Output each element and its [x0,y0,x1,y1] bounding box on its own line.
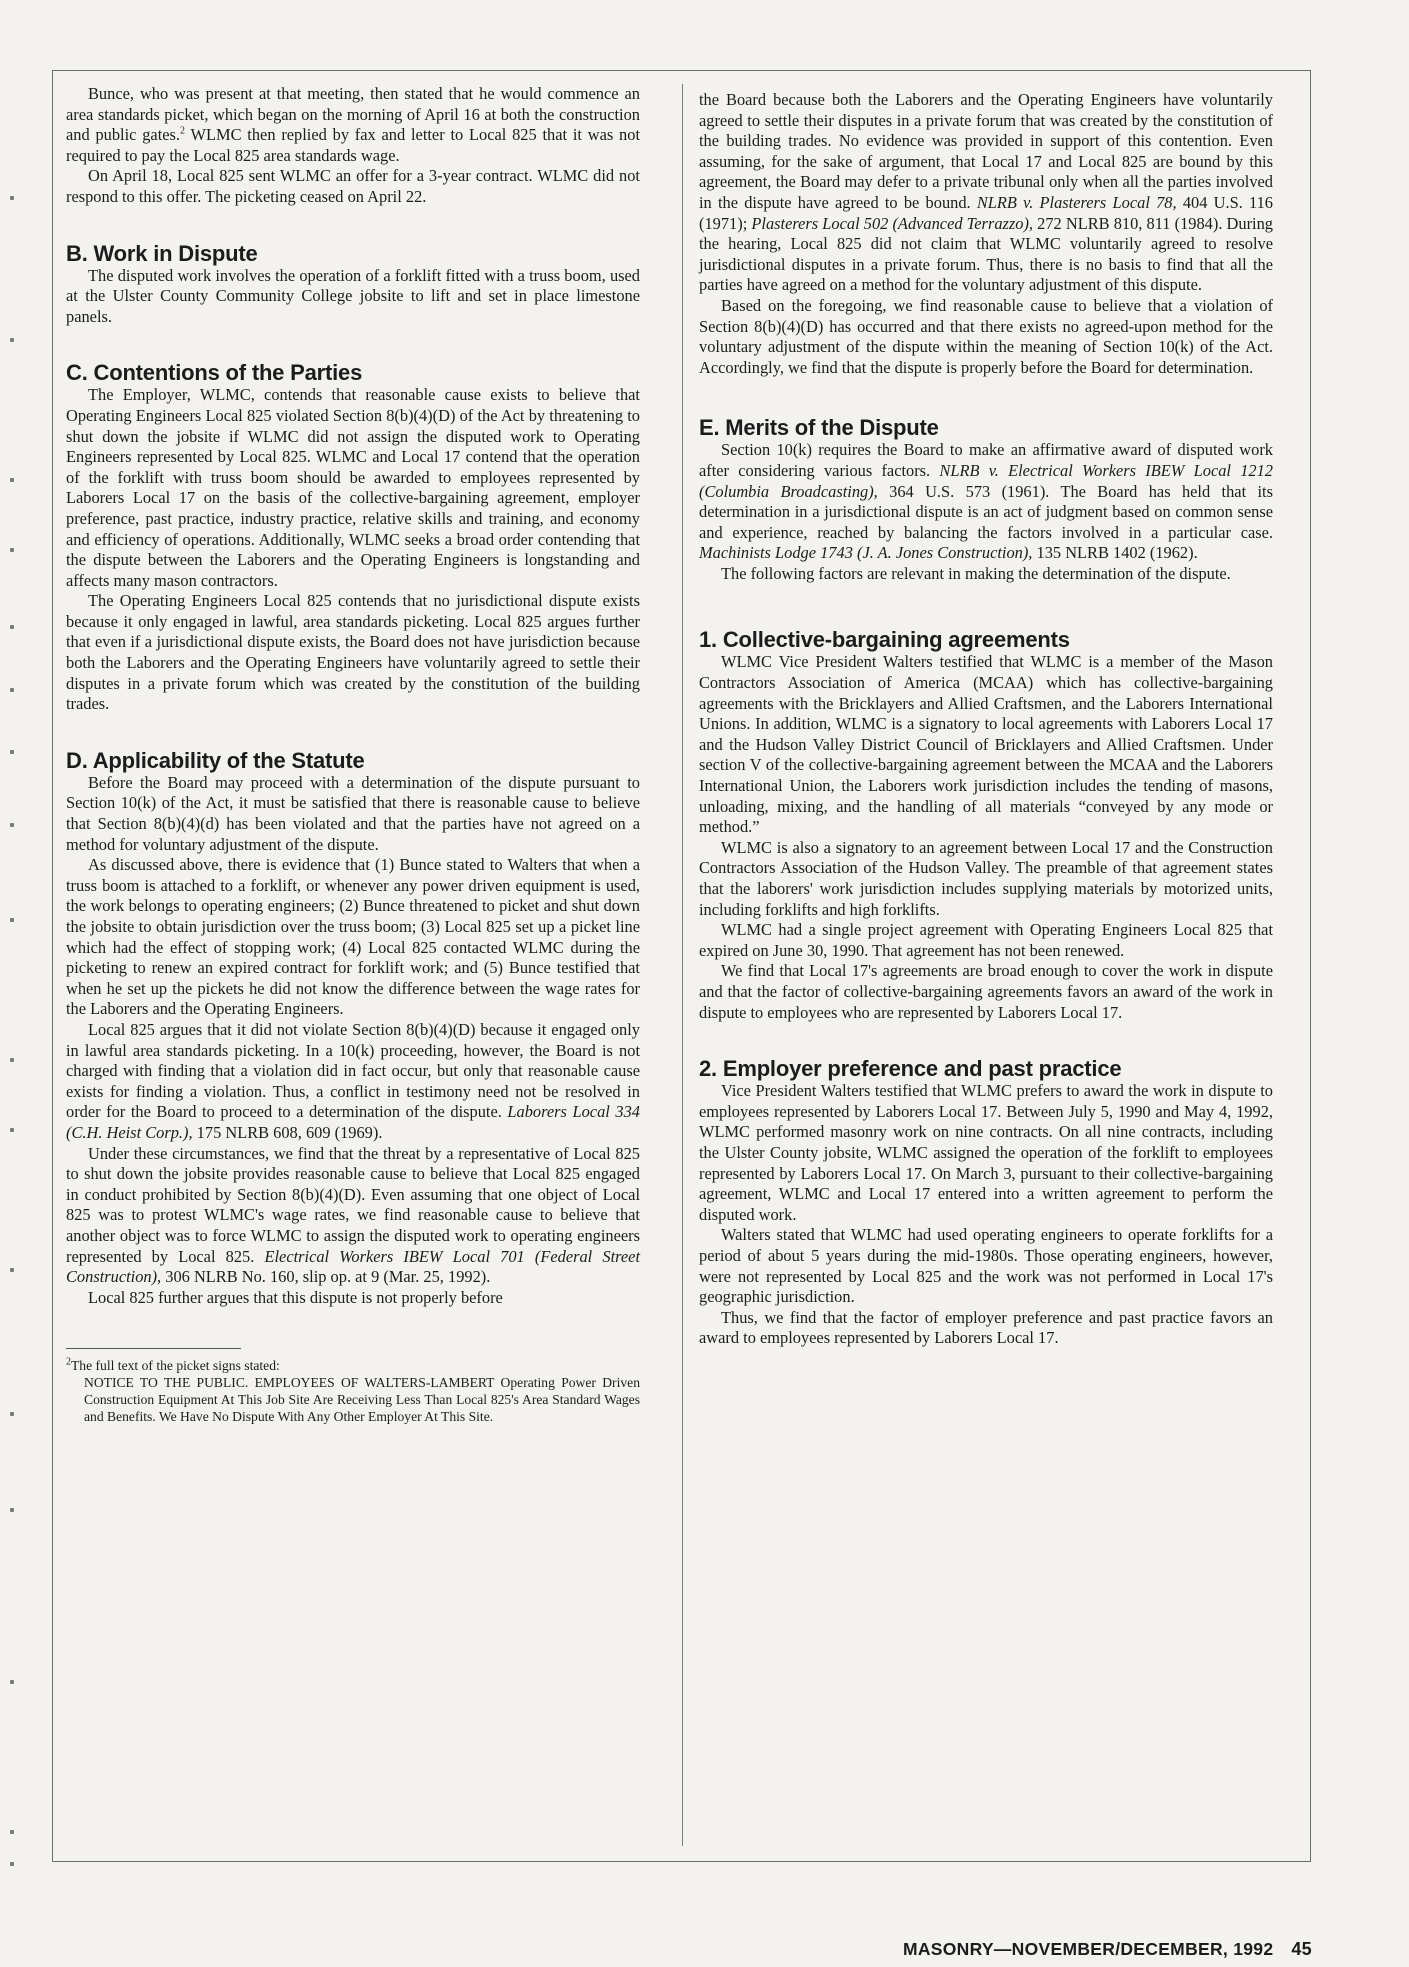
binding-edge-marks [0,0,24,1967]
paragraph: Section 10(k) requires the Board to make an affirmative award of disputed work after considering various factors. NLRB v. Electrical Workers IBEW Local 1212 (Columbia Broadcasting), 364 U.S. 573 (1961). The Board has held that its determination in a jurisdictional dispute is an act of judgment based on common sense and experience, reached by balancing the factors involved in a particular case. Machinists Lodge 1743 (J. A. Jones Construction), 135 NLRB 1402 (1962). [699,440,1273,563]
paragraph: As discussed above, there is evidence that (1) Bunce stated to Walters that when a truss boom is attached to a forklift, or whenever any power driven equipment is used, the work belongs to operating engineers; (2) Bunce threatened to picket and shut down the jobsite to obtain jurisdiction over the truss boom; (3) Local 825 set up a picket line which had the effect of stopping work; (4) Local 825 contacted WLMC during the picketing to renew an expired contract for forklift work; and (5) Bunce testified that when he set up the pickets he did not know the difference between the wage rates for the Laborers and the Operating Engineers. [66,855,640,1019]
paragraph: Based on the foregoing, we find reasonable cause to believe that a violation of Section 8(b)(4)(D) has occurred and that there exists no agreed-upon method for the voluntary adjustment of the dispute within the meaning of Section 10(k) of the Act. Accordingly, we find that the dispute is properly before the Board for determination. [699,295,1273,377]
paragraph: WLMC is also a signatory to an agreement between Local 17 and the Construction Contractors Association of the Hudson Valley. The preamble of that agreement states that the laborers' work jurisdiction includes supplying materials by motorized units, including forklifts and high forklifts. [699,837,1273,919]
case-citation: NLRB v. Plasterers Local 78, [976,192,1177,212]
footnote-divider [66,1348,241,1349]
case-citation: Machinists Lodge 1743 (J. A. Jones Construction), [699,543,1033,563]
left-column [66,84,640,1425]
paragraph: Bunce, who was present at that meeting, then stated that he would commence an area standards picket, which began on the morning of April 16 at both the construction and public gates.$^2$ WLMC then replied by fax and letter to Local 825 that it was not required to pay the Local 825 area standards wage. [66,84,640,165]
paragraph: The Employer, WLMC, contends that reasonable cause exists to believe that Operating Engineers Local 825 violated Section 8(b)(4)(D) of the Act by threatening to shut down the jobsite if WLMC did not assign the disputed work to Operating Engineers represented by Local 825. WLMC and Local 17 contend that the operation of the forklift with truss boom should be awarded to employees represented by Laborers Local 17 on the basis of the collective-bargaining agreement, employer preference, past practice, industry practice, relative skills and training, and economy and efficiency of operations. Additionally, WLMC seeks a broad order contending that the dispute between the Laborers and the Operating Engineers is longstanding and affects many mason contractors. [66,385,640,590]
case-citation: NLRB v. Electrical Workers IBEW Local 1212 (Columbia Broadcasting), [699,460,1273,501]
case-citation: Laborers Local 334 (C.H. Heist Corp.), [66,1102,640,1142]
paragraph: the Board because both the Laborers and the Operating Engineers have voluntarily agreed to settle their disputes in a private forum that was created by the constitution of the building trades. No evidence was provided in support of this contention. Even assuming, for the sake of argument, that Local 17 and Local 825 are bound by this agreement, the Board may defer to a private tribunal only when all the parties involved in the dispute have agreed to be bound. NLRB v. Plasterers Local 78, 404 U.S. 116 (1971); Plasterers Local 502 (Advanced Terrazzo), 272 NLRB 810, 811 (1984). During the hearing, Local 825 did not claim that WLMC voluntarily agreed to resolve jurisdictional disputes in a private forum. Thus, there is no basis to find that all the parties have agreed on a method for the voluntary adjustment of this dispute. [699,90,1273,295]
footnote [66,1357,640,1425]
paragraph: Under these circumstances, we find that the threat by a representative of Local 825 to shut down the jobsite provides reasonable cause to believe that Local 825 engaged in conduct prohibited by Section 8(b)(4)(D). Even assuming that one object of Local 825 was to protest WLMC's wage rates, we find reasonable cause to believe that another object was to force WLMC to assign the disputed work to operating engineers represented by Local 825. Electrical Workers IBEW Local 701 (Federal Street Construction), 306 NLRB No. 160, slip op. at 9 (Mar. 25, 1992). [66,1143,641,1287]
paragraph: WLMC had a single project agreement with Operating Engineers Local 825 that expired on June 30, 1990. That agreement has not been renewed. [699,920,1273,960]
section-heading-c: C. Contentions of the Parties [66,360,363,386]
paragraph: The Operating Engineers Local 825 contends that no jurisdictional dispute exists because it only engaged in lawful, area standards picketing. Local 825 argues further that even if a jurisdictional dispute exists, the Board does not have jurisdiction because both the Laborers and the Operating Engineers have voluntarily agreed to settle their disputes in a private forum which was created by the constitution of the building trades. [66,591,640,714]
paragraph: Local 825 further argues that this dispute is not properly before [88,1287,503,1307]
publication-line: MASONRY—NOVEMBER/DECEMBER, 1992 [902,1939,1274,1959]
paragraph: Before the Board may proceed with a determination of the dispute pursuant to Section 10(k) of the Act, it must be satisfied that there is reasonable cause to believe that Section 8(b)(4)(d) has been violated and that the parties have not agreed on a method for voluntary adjustment of the dispute. [66,772,640,854]
section-heading-e: E. Merits of the Dispute [699,415,939,441]
paragraph: The disputed work involves the operation of a forklift fitted with a truss boom, used at the Ulster County Community College jobsite to lift and set in place limestone panels. [66,265,640,326]
footnote-body: NOTICE TO THE PUBLIC. EMPLOYEES OF WALTERS-LAMBERT Operating Power Driven Construction Equipment At This Job Site Are Receiving Less Than Local 825's Area Standard Wages and Benefits. We Have No Dispute With Any Other Employer At This Site. [84,1375,640,1425]
page-number: 45 [1291,1939,1312,1959]
case-citation: Plasterers Local 502 (Advanced Terrazzo), [751,213,1034,233]
right-column [699,90,1273,1349]
paragraph: Vice President Walters testified that WLMC prefers to award the work in dispute to employees represented by Laborers Local 17. Between July 5, 1990 and May 4, 1992, WLMC performed masonry work on nine contracts. On all nine contracts, including the Ulster County jobsite, WLMC assigned the operation of the forklift to employees represented by Laborers Local 17. On March 3, pursuant to their collective-bargaining agreement, WLMC and Local 17 entered into a written agreement to perform the disputed work. [699,1081,1273,1224]
paragraph: Thus, we find that the factor of employer preference and past practice favors an award to employees represented by Laborers Local 17. [699,1307,1273,1348]
paragraph: We find that Local 17's agreements are broad enough to cover the work in dispute and that the factor of collective-bargaining agreements favors an award of the work in dispute to employees who are represented by Laborers Local 17. [699,961,1273,1022]
paragraph: The following factors are relevant in making the determination of the dispute. [721,563,1231,583]
footnote-label: 2 [66,1356,71,1368]
paragraph: WLMC Vice President Walters testified that WLMC is a member of the Mason Contractors Association of America (MCAA) which has collective-bargaining agreements with the Bricklayers and Allied Craftsmen, and the Laborers International Unions. In addition, WLMC is a signatory to local agreements with Laborers Local 17 and the Hudson Valley District Council of Bricklayers and Allied Craftsmen. Under section V of the collective-bargaining agreement between the MCAA and the Laborers International Union, the Laborers work jurisdiction includes the tending of masons, unloading, mixing, and the handling of all materials “conveyed by any mode or method.” [699,652,1273,837]
footnote-intro: The full text of the picket signs stated: [71,1358,280,1374]
section-heading-b: B. Work in Dispute [66,240,258,266]
footnote-ref: 2 [180,125,186,137]
case-citation: Electrical Workers IBEW Local 701 (Federal Street Construction), [66,1246,641,1287]
paragraph: Walters stated that WLMC had used operating engineers to operate forklifts for a period of about 5 years during the mid-1980s. Those operating engineers, however, were not represented by Local 825 and the work was not performed in Local 17's geographic jurisdiction. [699,1225,1273,1307]
subsection-heading-2: 2. Employer preference and past practice [699,1056,1122,1082]
page-footer [903,1939,1312,1963]
column-divider [682,84,683,1846]
section-heading-d: D. Applicability of the Statute [66,747,365,773]
paragraph: Local 825 argues that it did not violate Section 8(b)(4)(D) because it engaged only in lawful area standards picketing. In a 10(k) proceeding, however, the Board is not charged with finding that a violation did in fact occur, but only that reasonable cause exists for finding a violation. Thus, a conflict in testimony need not be resolved in order for the Board to proceed to a determination of the dispute. Laborers Local 334 (C.H. Heist Corp.), 175 NLRB 608, 609 (1969). [66,1019,640,1142]
subsection-heading-1: 1. Collective-bargaining agreements [699,627,1070,653]
paragraph: On April 18, Local 825 sent WLMC an offer for a 3-year contract. WLMC did not respond to this offer. The picketing ceased on April 22. [66,166,640,206]
